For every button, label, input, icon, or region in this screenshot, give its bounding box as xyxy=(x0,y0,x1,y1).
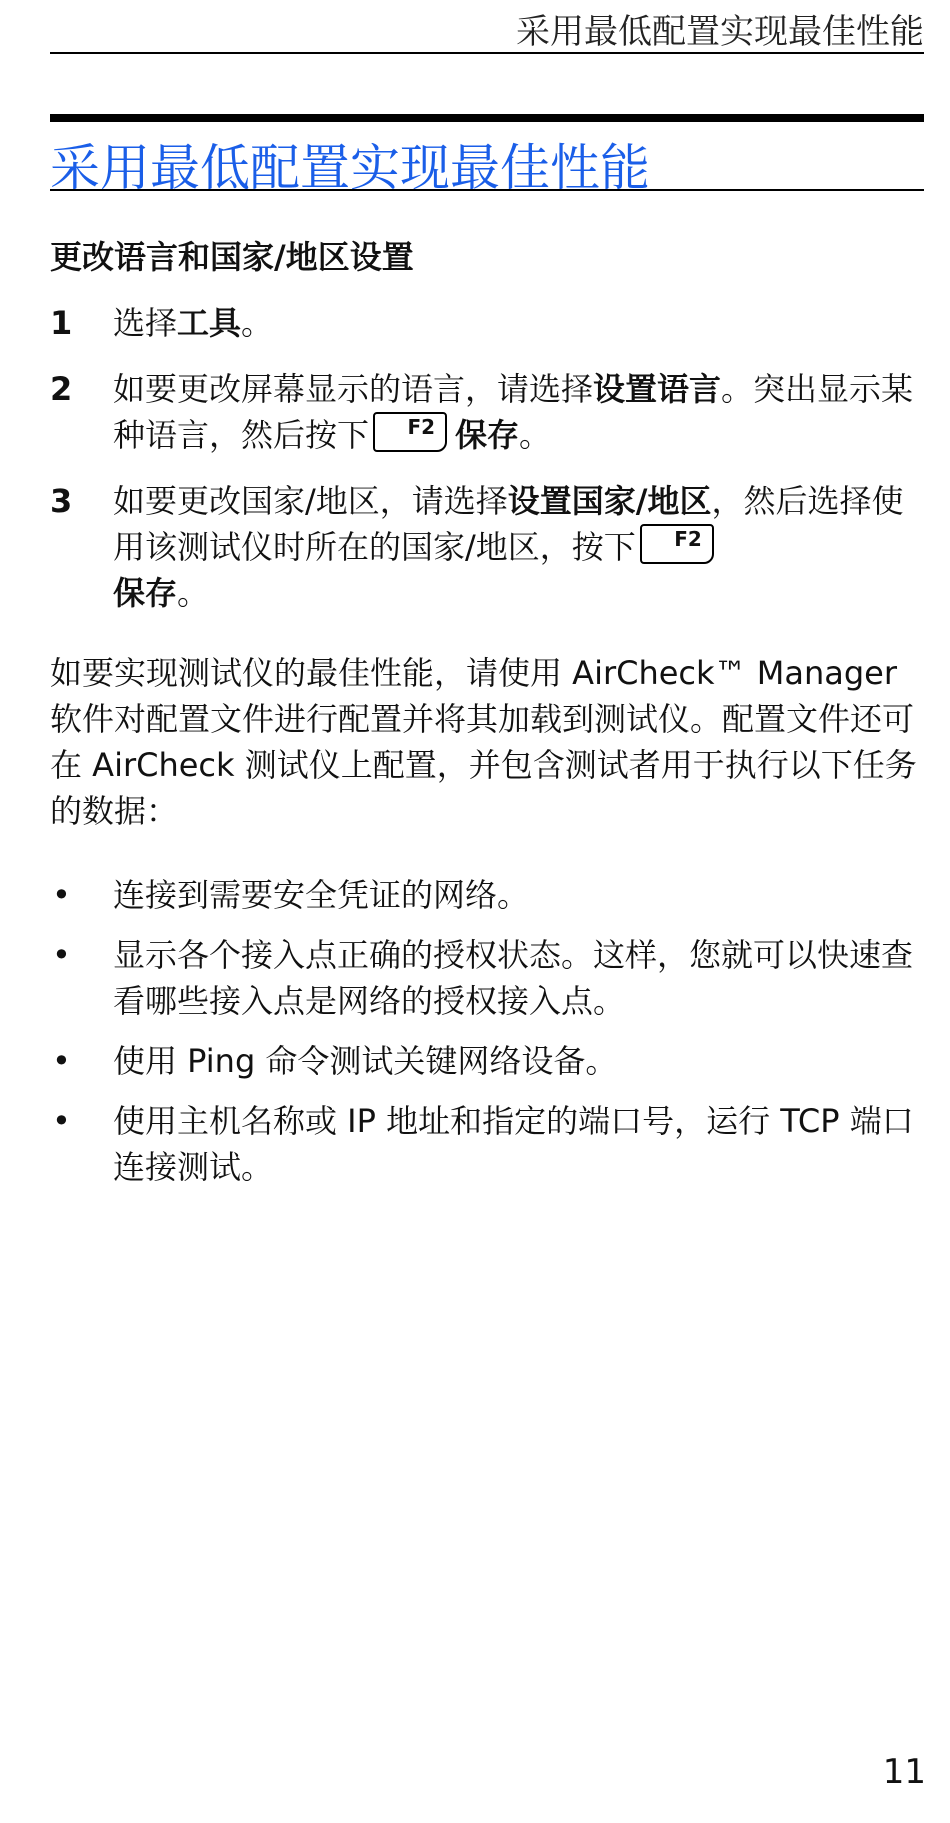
page-number: 11 xyxy=(882,1752,926,1792)
step-text: 。 xyxy=(177,574,210,612)
main-content xyxy=(50,300,924,1204)
bullet-icon: • xyxy=(52,876,71,914)
list-item-text: 使用 Ping 命令测试关键网络设备。 xyxy=(113,1042,618,1080)
step-text: 如要更改屏幕显示的语言，请选择 xyxy=(113,370,594,408)
list-item-text: 显示各个接入点正确的授权状态。这样，您就可以快速查看哪些接入点是网络的授权接入点。 xyxy=(113,936,914,1020)
step-2 xyxy=(50,366,924,458)
list-item xyxy=(50,1038,924,1084)
step-text: 如要更改国家/地区，请选择 xyxy=(113,482,508,520)
menu-item-tools: 工具 xyxy=(177,304,242,342)
bullet-icon: • xyxy=(52,1102,71,1140)
step-text: 。突出显示某种语言，然后按下 xyxy=(113,370,914,454)
step-1 xyxy=(50,300,924,346)
bullet-icon: • xyxy=(52,936,71,974)
f2-key-icon xyxy=(640,524,714,564)
list-item-text: 连接到需要安全凭证的网络。 xyxy=(113,876,530,914)
key-label: F2 xyxy=(674,527,702,551)
step-text: ，然后选择使用该测试仪时所在的国家/地区，按下 xyxy=(113,482,904,566)
bullet-list xyxy=(50,872,924,1190)
list-item-text: 使用主机名称或 IP 地址和指定的端口号，运行 TCP 端口连接测试。 xyxy=(113,1102,914,1186)
save-label: 保存 xyxy=(113,574,178,612)
header-divider xyxy=(50,52,924,54)
step-3 xyxy=(50,478,924,616)
step-text: 。 xyxy=(519,416,552,454)
f2-key-icon xyxy=(373,412,447,452)
save-label: 保存 xyxy=(455,416,520,454)
step-text: 。 xyxy=(241,304,274,342)
menu-item-set-language: 设置语言 xyxy=(593,370,722,408)
body-paragraph: 如要实现测试仪的最佳性能，请使用 AirCheck™ Manager 软件对配置文件进行配置并将其加载到测试仪。配置文件还可在 AirCheck 测试仪上配置，并包含测试者用于执行以下任务的数据： xyxy=(50,654,917,830)
page-title: 采用最低配置实现最佳性能 xyxy=(50,139,650,197)
title-rule-thin xyxy=(50,189,924,191)
list-item xyxy=(50,872,924,918)
step-text: 选择 xyxy=(113,304,178,342)
bullet-icon: • xyxy=(52,1042,71,1080)
section-heading: 更改语言和国家/地区设置 xyxy=(50,238,414,276)
list-item xyxy=(50,1098,924,1190)
title-rule-thick xyxy=(50,114,924,122)
running-header-title: 采用最低配置实现最佳性能 xyxy=(516,12,924,52)
menu-item-set-country: 设置国家/地区 xyxy=(507,482,712,520)
list-item xyxy=(50,932,924,1024)
step-number: 1 xyxy=(50,304,73,342)
key-label: F2 xyxy=(407,415,436,439)
step-number: 3 xyxy=(50,482,73,520)
step-number: 2 xyxy=(50,370,73,408)
